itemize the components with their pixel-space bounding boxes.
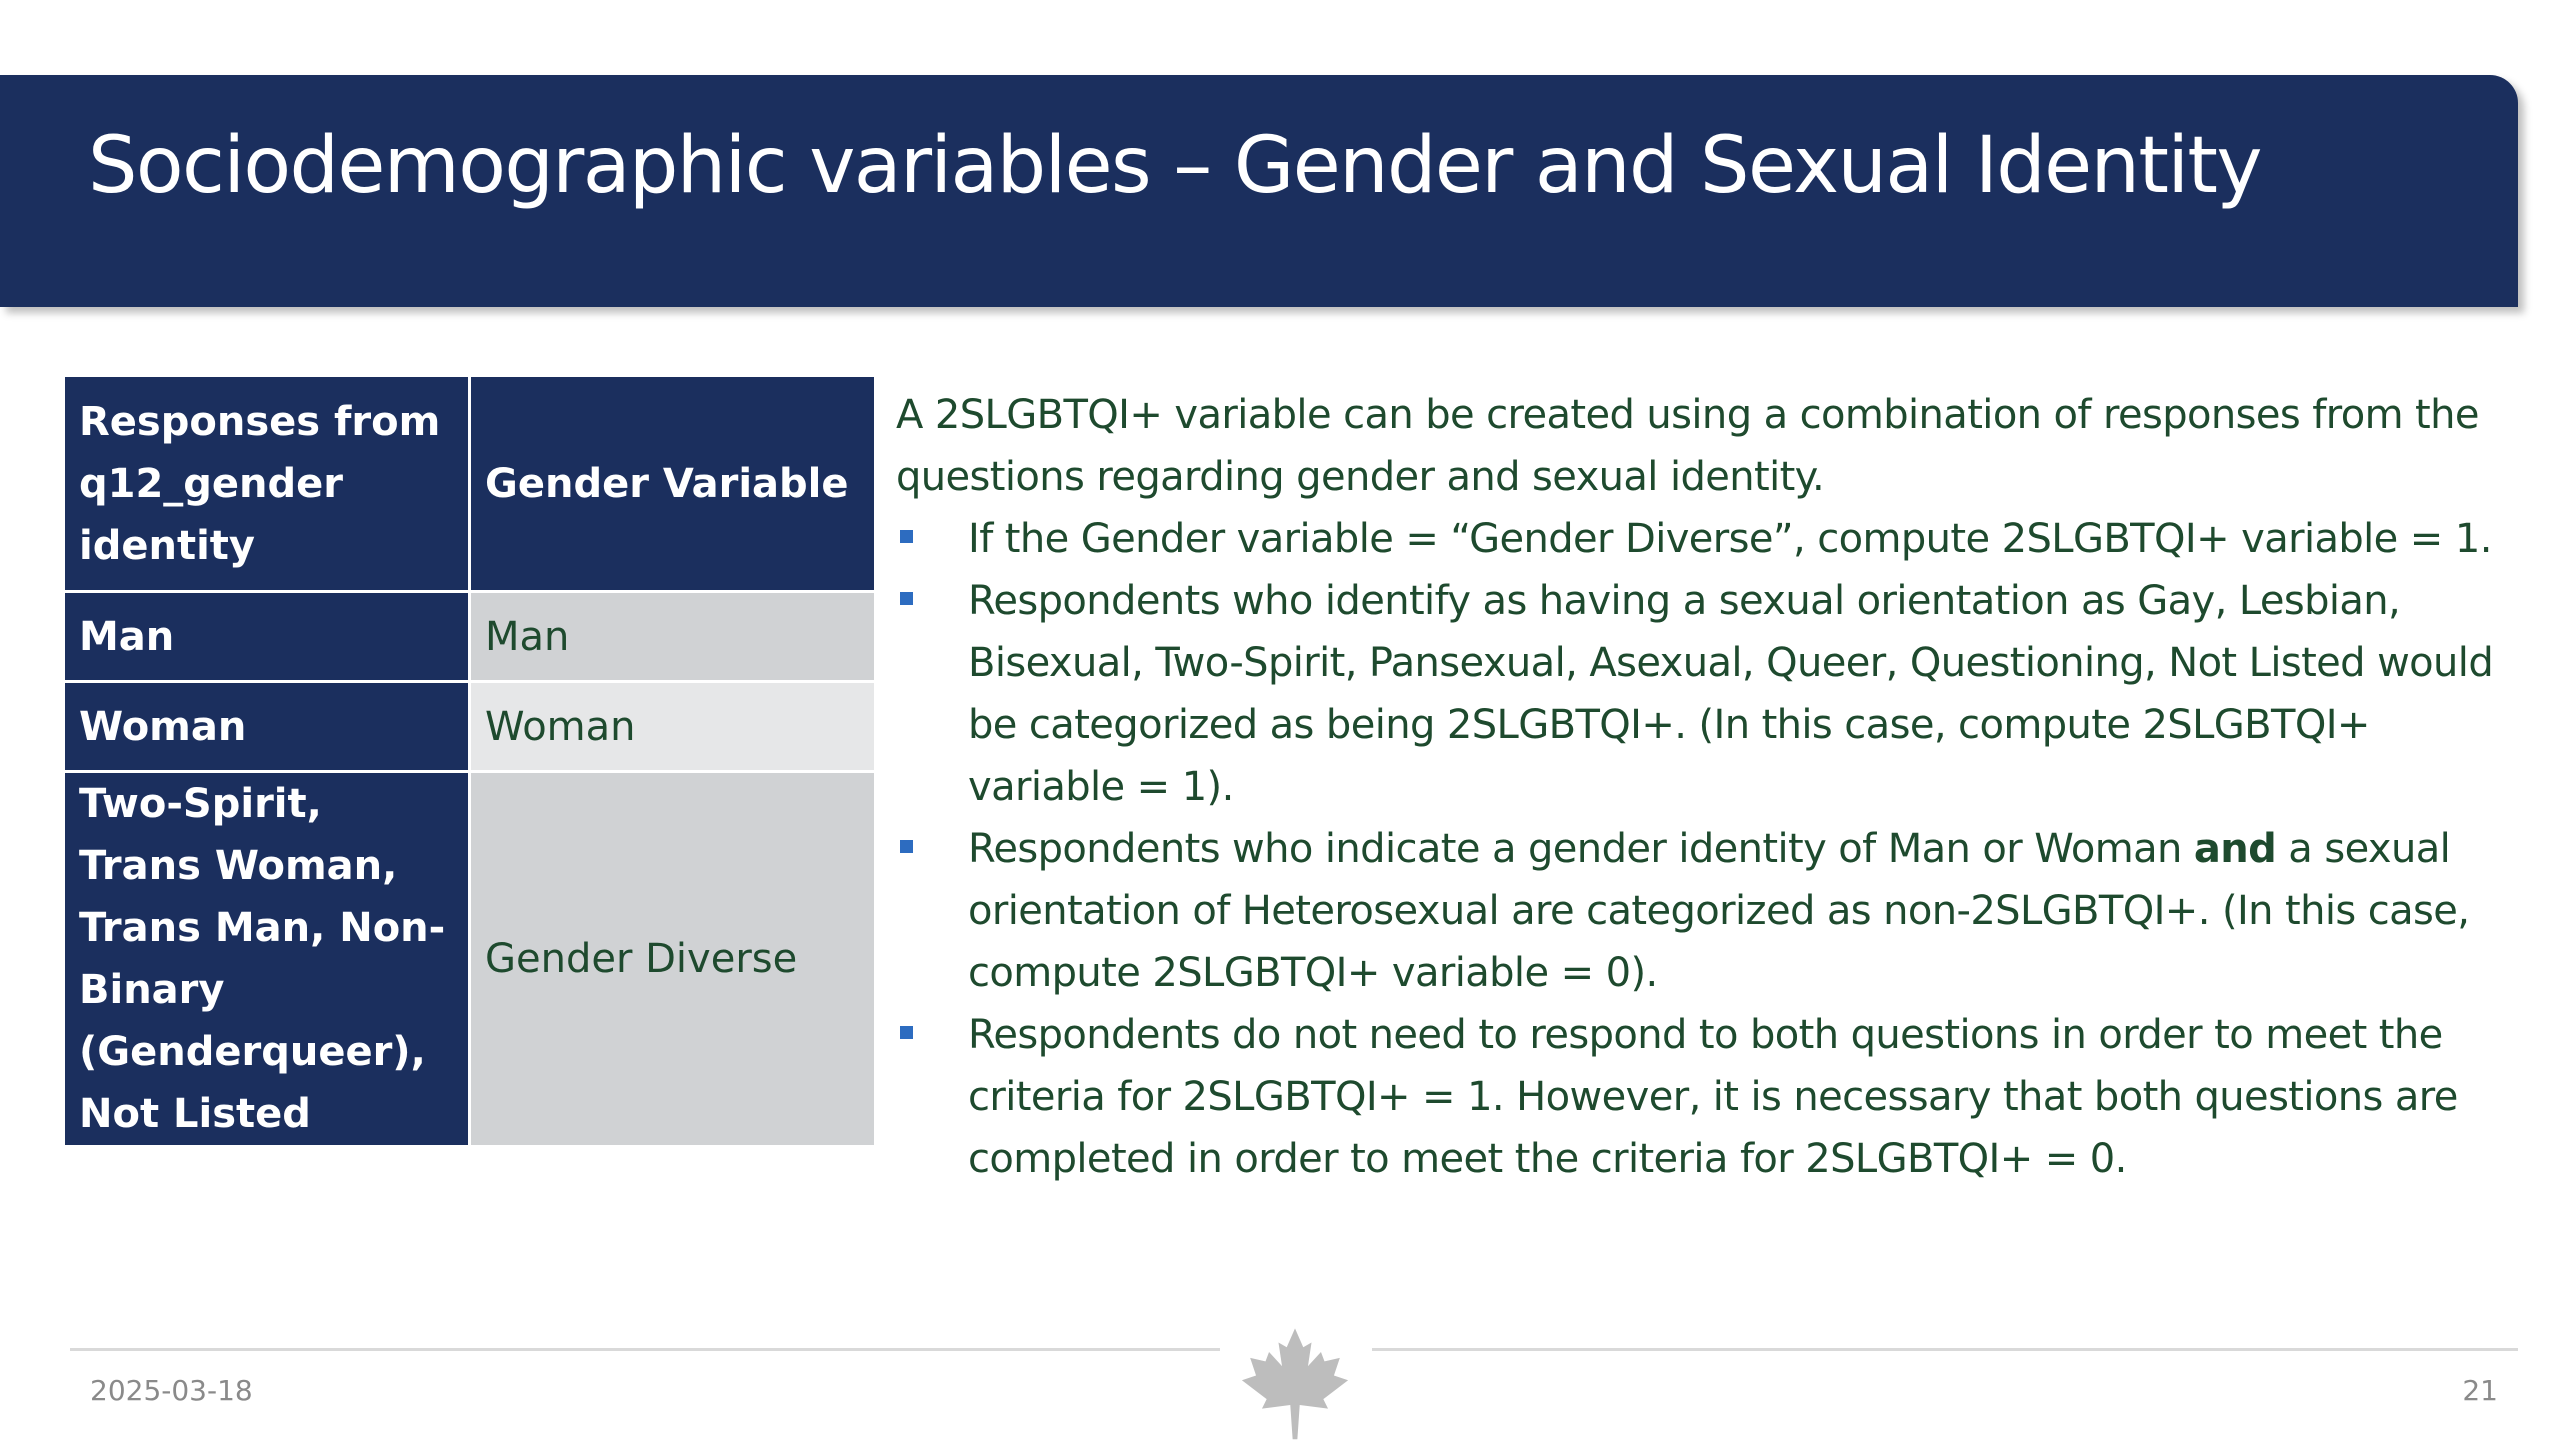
footer-divider-right: [1372, 1348, 2518, 1351]
footer-date: 2025-03-18: [90, 1374, 253, 1407]
response-cell: Woman: [64, 682, 470, 772]
bullet-item: [896, 1004, 2512, 1190]
bullet-text-bold: and: [2193, 826, 2277, 872]
table-header-row: [64, 376, 876, 592]
intro-paragraph: A 2SLGBTQI+ variable can be created using a combination of responses from the questions regarding gender and sexual identity.: [896, 392, 2479, 500]
bullet-text-after: a sexual orientation of Heterosexual are categorized as non-2SLGBTQI+. (In this case, compute 2SLGBTQI+ variable = 0).: [968, 826, 2470, 996]
bullet-list: [896, 508, 2512, 1190]
gender-variable-table: [62, 374, 877, 1148]
table-row: [64, 682, 876, 772]
header-responses: Responses from q12_gender identity: [64, 376, 470, 592]
slide-title: Sociodemographic variables – Gender and Sexual Identity: [88, 121, 2261, 211]
bullet-item: [896, 570, 2512, 818]
variable-cell: Man: [470, 592, 876, 682]
bullet-text-before: Respondents who indicate a gender identity of Man or Woman: [968, 826, 2194, 872]
bullet-text: If the Gender variable = “Gender Diverse”, compute 2SLGBTQI+ variable = 1.: [968, 516, 2492, 562]
square-bullet-icon: [900, 592, 913, 605]
table-row: [64, 592, 876, 682]
variable-cell: Woman: [470, 682, 876, 772]
bullet-text: Respondents who identify as having a sexual orientation as Gay, Lesbian, Bisexual, Two-Spirit, Pansexual, Asexual, Queer, Questioning, Not Listed would be categorized as being 2SLGBTQI+. (In this case, compute 2SLGBTQI+ variable = 1).: [968, 578, 2494, 810]
bullet-item: [896, 818, 2512, 1004]
table-row: [64, 772, 876, 1147]
response-cell: Two-Spirit, Trans Woman, Trans Man, Non-Binary (Genderqueer), Not Listed: [64, 772, 470, 1147]
square-bullet-icon: [900, 1026, 913, 1039]
maple-leaf-icon: [1236, 1325, 1354, 1440]
response-cell: Man: [64, 592, 470, 682]
bullet-item: [896, 508, 2512, 570]
body-text: [896, 384, 2512, 1190]
variable-cell: Gender Diverse: [470, 772, 876, 1147]
bullet-text: Respondents do not need to respond to both questions in order to meet the criteria for 2SLGBTQI+ = 1. However, it is necessary that both questions are completed in order to meet the criteria for 2SLGBTQI+ = 0.: [968, 1012, 2458, 1182]
header-gender-variable: Gender Variable: [470, 376, 876, 592]
square-bullet-icon: [900, 840, 913, 853]
square-bullet-icon: [900, 530, 913, 543]
footer-divider-left: [70, 1348, 1220, 1351]
page-number: 21: [2462, 1374, 2498, 1407]
